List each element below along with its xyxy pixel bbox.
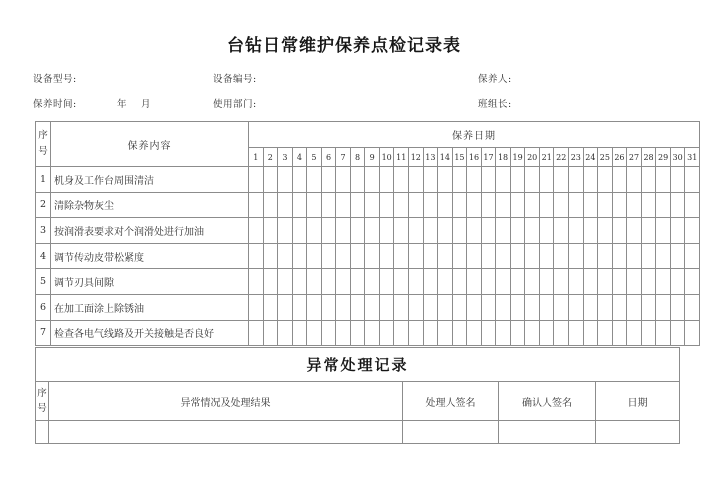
- day-mark-cell: [452, 167, 467, 193]
- day-mark-cell: [481, 192, 496, 218]
- day-mark-cell: [379, 294, 394, 320]
- maintenance-row: [36, 320, 700, 346]
- day-mark-cell: [598, 320, 613, 346]
- day-mark-cell: [452, 294, 467, 320]
- day-mark-cell: [496, 294, 511, 320]
- day-mark-cell: [481, 320, 496, 346]
- day-mark-cell: [365, 167, 380, 193]
- device-number-label: 设备编号:: [213, 74, 257, 85]
- day-mark-cell: [539, 167, 554, 193]
- day-mark-cell: [452, 243, 467, 269]
- day-mark-cell: [365, 218, 380, 244]
- day-mark-cell: [583, 167, 598, 193]
- day-mark-cell: [321, 192, 336, 218]
- day-mark-cell: [569, 192, 584, 218]
- exc-empty-desc-cell: [49, 421, 403, 444]
- row-no-cell: 6: [36, 294, 51, 320]
- exception-table: [35, 347, 680, 444]
- day-header-cell: 4: [292, 148, 307, 167]
- day-mark-cell: [583, 294, 598, 320]
- day-mark-cell: [554, 320, 569, 346]
- day-mark-cell: [394, 192, 409, 218]
- day-mark-cell: [641, 218, 656, 244]
- day-mark-cell: [510, 269, 525, 295]
- day-mark-cell: [612, 269, 627, 295]
- day-mark-cell: [656, 167, 671, 193]
- day-mark-cell: [350, 294, 365, 320]
- day-mark-cell: [452, 218, 467, 244]
- day-mark-cell: [307, 167, 322, 193]
- day-mark-cell: [627, 192, 642, 218]
- day-mark-cell: [321, 294, 336, 320]
- day-mark-cell: [496, 218, 511, 244]
- day-mark-cell: [278, 243, 293, 269]
- day-mark-cell: [292, 192, 307, 218]
- day-mark-cell: [598, 218, 613, 244]
- day-mark-cell: [554, 218, 569, 244]
- department-label: 使用部门:: [213, 99, 257, 110]
- day-mark-cell: [292, 218, 307, 244]
- day-mark-cell: [539, 320, 554, 346]
- day-mark-cell: [394, 320, 409, 346]
- day-mark-cell: [496, 243, 511, 269]
- day-mark-cell: [249, 192, 264, 218]
- day-mark-cell: [496, 269, 511, 295]
- day-mark-cell: [467, 294, 482, 320]
- day-mark-cell: [598, 294, 613, 320]
- day-header-cell: 31: [685, 148, 700, 167]
- day-mark-cell: [539, 294, 554, 320]
- day-mark-cell: [525, 269, 540, 295]
- day-mark-cell: [583, 192, 598, 218]
- day-mark-cell: [423, 167, 438, 193]
- day-mark-cell: [350, 320, 365, 346]
- exception-title-row: [36, 348, 680, 382]
- day-header-cell: 2: [263, 148, 278, 167]
- exc-col-header-confirmer: 确认人签名: [499, 382, 596, 421]
- day-header-cell: 27: [627, 148, 642, 167]
- day-mark-cell: [409, 192, 424, 218]
- day-mark-cell: [423, 192, 438, 218]
- day-header-cell: 3: [278, 148, 293, 167]
- exc-col-header-date: 日期: [596, 382, 680, 421]
- day-mark-cell: [292, 269, 307, 295]
- day-mark-cell: [321, 320, 336, 346]
- day-mark-cell: [307, 218, 322, 244]
- day-header-cell: 10: [379, 148, 394, 167]
- day-mark-cell: [292, 167, 307, 193]
- day-mark-cell: [670, 192, 685, 218]
- day-mark-cell: [539, 192, 554, 218]
- day-mark-cell: [263, 167, 278, 193]
- day-mark-cell: [438, 269, 453, 295]
- day-mark-cell: [510, 294, 525, 320]
- day-mark-cell: [510, 192, 525, 218]
- day-mark-cell: [612, 243, 627, 269]
- day-mark-cell: [641, 192, 656, 218]
- day-mark-cell: [365, 320, 380, 346]
- exception-empty-row: [36, 421, 680, 444]
- day-mark-cell: [554, 167, 569, 193]
- maintenance-row: [36, 218, 700, 244]
- day-mark-cell: [307, 192, 322, 218]
- day-mark-cell: [510, 167, 525, 193]
- day-mark-cell: [307, 294, 322, 320]
- day-mark-cell: [525, 320, 540, 346]
- day-mark-cell: [249, 167, 264, 193]
- day-mark-cell: [481, 294, 496, 320]
- maintenance-row: [36, 269, 700, 295]
- exc-empty-handler-cell: [403, 421, 499, 444]
- maintenance-row: [36, 243, 700, 269]
- day-header-cell: 12: [409, 148, 424, 167]
- day-mark-cell: [598, 167, 613, 193]
- day-header-cell: 7: [336, 148, 351, 167]
- day-mark-cell: [627, 243, 642, 269]
- day-mark-cell: [438, 294, 453, 320]
- day-mark-cell: [249, 243, 264, 269]
- exc-col-header-description: 异常情况及处理结果: [49, 382, 403, 421]
- day-header-cell: 20: [525, 148, 540, 167]
- exception-section-title: 异常处理记录: [36, 348, 680, 382]
- day-mark-cell: [583, 218, 598, 244]
- row-content-cell: 调节刃具间隙: [51, 269, 249, 295]
- day-mark-cell: [423, 269, 438, 295]
- day-mark-cell: [554, 269, 569, 295]
- day-mark-cell: [656, 192, 671, 218]
- day-mark-cell: [423, 243, 438, 269]
- day-mark-cell: [336, 243, 351, 269]
- day-header-cell: 9: [365, 148, 380, 167]
- day-mark-cell: [249, 269, 264, 295]
- maintenance-table: [35, 121, 700, 346]
- day-mark-cell: [467, 167, 482, 193]
- day-mark-cell: [365, 294, 380, 320]
- day-mark-cell: [365, 269, 380, 295]
- row-no-cell: 5: [36, 269, 51, 295]
- day-mark-cell: [409, 243, 424, 269]
- day-mark-cell: [336, 218, 351, 244]
- day-mark-cell: [409, 218, 424, 244]
- day-mark-cell: [409, 320, 424, 346]
- day-mark-cell: [336, 192, 351, 218]
- day-mark-cell: [670, 167, 685, 193]
- day-mark-cell: [539, 243, 554, 269]
- day-mark-cell: [379, 243, 394, 269]
- day-mark-cell: [467, 218, 482, 244]
- exc-empty-no-cell: [36, 421, 49, 444]
- day-mark-cell: [510, 218, 525, 244]
- day-mark-cell: [525, 243, 540, 269]
- day-mark-cell: [307, 320, 322, 346]
- day-mark-cell: [292, 320, 307, 346]
- day-header-cell: 28: [641, 148, 656, 167]
- day-mark-cell: [685, 294, 700, 320]
- document-title: 台钻日常维护保养点检记录表: [227, 36, 461, 56]
- day-mark-cell: [583, 269, 598, 295]
- exc-empty-date-cell: [596, 421, 680, 444]
- day-mark-cell: [641, 320, 656, 346]
- day-mark-cell: [336, 269, 351, 295]
- day-header-cell: 15: [452, 148, 467, 167]
- day-mark-cell: [641, 269, 656, 295]
- day-mark-cell: [685, 243, 700, 269]
- day-mark-cell: [409, 269, 424, 295]
- day-mark-cell: [379, 320, 394, 346]
- day-header-cell: 23: [569, 148, 584, 167]
- day-mark-cell: [612, 167, 627, 193]
- exc-empty-confirmer-cell: [499, 421, 596, 444]
- day-mark-cell: [481, 269, 496, 295]
- day-header-cell: 18: [496, 148, 511, 167]
- day-mark-cell: [307, 243, 322, 269]
- row-no-cell: 2: [36, 192, 51, 218]
- day-mark-cell: [467, 269, 482, 295]
- day-mark-cell: [321, 243, 336, 269]
- exc-col-header-handler: 处理人签名: [403, 382, 499, 421]
- row-content-cell: 清除杂物灰尘: [51, 192, 249, 218]
- day-header-cell: 17: [481, 148, 496, 167]
- day-mark-cell: [612, 218, 627, 244]
- day-mark-cell: [336, 294, 351, 320]
- day-mark-cell: [525, 167, 540, 193]
- day-mark-cell: [481, 167, 496, 193]
- day-mark-cell: [685, 218, 700, 244]
- day-mark-cell: [467, 192, 482, 218]
- day-mark-cell: [394, 167, 409, 193]
- day-mark-cell: [641, 167, 656, 193]
- day-mark-cell: [336, 320, 351, 346]
- day-header-cell: 26: [612, 148, 627, 167]
- day-mark-cell: [438, 167, 453, 193]
- day-mark-cell: [263, 192, 278, 218]
- day-mark-cell: [569, 294, 584, 320]
- day-mark-cell: [510, 320, 525, 346]
- day-mark-cell: [641, 243, 656, 269]
- day-mark-cell: [467, 320, 482, 346]
- row-content-cell: 机身及工作台周围清洁: [51, 167, 249, 193]
- day-mark-cell: [350, 269, 365, 295]
- day-mark-cell: [670, 320, 685, 346]
- day-mark-cell: [263, 218, 278, 244]
- day-mark-cell: [598, 192, 613, 218]
- day-mark-cell: [292, 243, 307, 269]
- day-header-cell: 29: [656, 148, 671, 167]
- day-mark-cell: [350, 167, 365, 193]
- day-mark-cell: [278, 167, 293, 193]
- row-content-cell: 在加工面涂上除锈油: [51, 294, 249, 320]
- day-mark-cell: [365, 192, 380, 218]
- day-mark-cell: [496, 192, 511, 218]
- exc-col-header-no: 序号: [36, 382, 49, 421]
- device-model-label: 设备型号:: [33, 74, 77, 85]
- day-mark-cell: [249, 320, 264, 346]
- day-mark-cell: [539, 269, 554, 295]
- day-header-cell: 1: [249, 148, 264, 167]
- col-header-no: 序号: [36, 122, 51, 167]
- maintenance-row: [36, 192, 700, 218]
- day-mark-cell: [569, 243, 584, 269]
- day-mark-cell: [656, 243, 671, 269]
- day-header-cell: 19: [510, 148, 525, 167]
- day-mark-cell: [394, 269, 409, 295]
- day-mark-cell: [641, 294, 656, 320]
- day-mark-cell: [321, 269, 336, 295]
- day-mark-cell: [249, 294, 264, 320]
- day-mark-cell: [670, 218, 685, 244]
- day-mark-cell: [612, 192, 627, 218]
- day-mark-cell: [292, 294, 307, 320]
- day-mark-cell: [263, 294, 278, 320]
- day-mark-cell: [467, 243, 482, 269]
- day-mark-cell: [452, 269, 467, 295]
- day-mark-cell: [583, 320, 598, 346]
- day-mark-cell: [569, 269, 584, 295]
- day-mark-cell: [569, 167, 584, 193]
- day-mark-cell: [656, 294, 671, 320]
- day-header-cell: 14: [438, 148, 453, 167]
- day-mark-cell: [394, 243, 409, 269]
- day-mark-cell: [263, 320, 278, 346]
- day-mark-cell: [278, 320, 293, 346]
- day-mark-cell: [409, 167, 424, 193]
- row-content-cell: 按润滑表要求对个润滑处进行加油: [51, 218, 249, 244]
- day-mark-cell: [263, 269, 278, 295]
- month-label: 月: [141, 99, 152, 110]
- day-header-cell: 16: [467, 148, 482, 167]
- day-mark-cell: [583, 243, 598, 269]
- day-mark-cell: [627, 320, 642, 346]
- maintenance-row: [36, 167, 700, 193]
- day-mark-cell: [438, 243, 453, 269]
- day-header-cell: 30: [670, 148, 685, 167]
- day-mark-cell: [554, 192, 569, 218]
- day-header-cell: 11: [394, 148, 409, 167]
- day-header-cell: 5: [307, 148, 322, 167]
- row-no-cell: 1: [36, 167, 51, 193]
- day-mark-cell: [394, 218, 409, 244]
- maintain-time-label: 保养时间:: [33, 99, 77, 110]
- col-header-content: 保养内容: [51, 122, 249, 167]
- day-mark-cell: [569, 320, 584, 346]
- maintenance-header-row: [36, 122, 700, 148]
- day-mark-cell: [525, 218, 540, 244]
- day-mark-cell: [656, 269, 671, 295]
- day-mark-cell: [569, 218, 584, 244]
- day-header-cell: 24: [583, 148, 598, 167]
- row-no-cell: 3: [36, 218, 51, 244]
- day-header-cell: 8: [350, 148, 365, 167]
- day-mark-cell: [278, 294, 293, 320]
- day-mark-cell: [525, 192, 540, 218]
- day-mark-cell: [539, 218, 554, 244]
- day-mark-cell: [278, 192, 293, 218]
- day-mark-cell: [670, 294, 685, 320]
- day-mark-cell: [627, 294, 642, 320]
- col-header-date: 保养日期: [249, 122, 700, 148]
- day-mark-cell: [627, 167, 642, 193]
- year-label: 年: [117, 99, 128, 110]
- day-mark-cell: [685, 192, 700, 218]
- day-mark-cell: [612, 294, 627, 320]
- day-mark-cell: [627, 269, 642, 295]
- day-mark-cell: [685, 167, 700, 193]
- day-mark-cell: [423, 294, 438, 320]
- day-mark-cell: [263, 243, 278, 269]
- day-mark-cell: [496, 320, 511, 346]
- day-mark-cell: [350, 243, 365, 269]
- row-no-cell: 4: [36, 243, 51, 269]
- day-mark-cell: [379, 218, 394, 244]
- day-mark-cell: [685, 269, 700, 295]
- day-mark-cell: [336, 167, 351, 193]
- day-mark-cell: [598, 243, 613, 269]
- day-header-cell: 25: [598, 148, 613, 167]
- day-mark-cell: [321, 218, 336, 244]
- day-mark-cell: [321, 167, 336, 193]
- day-mark-cell: [554, 294, 569, 320]
- day-mark-cell: [481, 243, 496, 269]
- row-no-cell: 7: [36, 320, 51, 346]
- day-header-cell: 22: [554, 148, 569, 167]
- day-mark-cell: [554, 243, 569, 269]
- day-mark-cell: [350, 218, 365, 244]
- day-header-cell: 21: [539, 148, 554, 167]
- day-mark-cell: [670, 269, 685, 295]
- team-leader-label: 班组长:: [478, 99, 512, 110]
- day-mark-cell: [394, 294, 409, 320]
- day-mark-cell: [452, 320, 467, 346]
- day-mark-cell: [496, 167, 511, 193]
- day-mark-cell: [365, 243, 380, 269]
- day-mark-cell: [278, 218, 293, 244]
- row-content-cell: 检查各电气线路及开关接触是否良好: [51, 320, 249, 346]
- day-mark-cell: [481, 218, 496, 244]
- day-mark-cell: [379, 167, 394, 193]
- day-mark-cell: [379, 269, 394, 295]
- maintenance-row: [36, 294, 700, 320]
- day-mark-cell: [350, 192, 365, 218]
- maintainer-label: 保养人:: [478, 74, 512, 85]
- row-content-cell: 调节传动皮带松紧度: [51, 243, 249, 269]
- day-mark-cell: [452, 192, 467, 218]
- day-header-cell: 13: [423, 148, 438, 167]
- day-mark-cell: [423, 320, 438, 346]
- day-mark-cell: [510, 243, 525, 269]
- day-mark-cell: [278, 269, 293, 295]
- day-mark-cell: [598, 269, 613, 295]
- day-mark-cell: [249, 218, 264, 244]
- day-mark-cell: [656, 218, 671, 244]
- day-mark-cell: [409, 294, 424, 320]
- day-mark-cell: [525, 294, 540, 320]
- day-mark-cell: [307, 269, 322, 295]
- day-mark-cell: [423, 218, 438, 244]
- day-mark-cell: [656, 320, 671, 346]
- day-mark-cell: [438, 218, 453, 244]
- exception-header-row: [36, 382, 680, 421]
- day-mark-cell: [612, 320, 627, 346]
- day-mark-cell: [438, 320, 453, 346]
- day-header-cell: 6: [321, 148, 336, 167]
- day-mark-cell: [438, 192, 453, 218]
- day-mark-cell: [627, 218, 642, 244]
- day-mark-cell: [670, 243, 685, 269]
- day-mark-cell: [685, 320, 700, 346]
- day-mark-cell: [379, 192, 394, 218]
